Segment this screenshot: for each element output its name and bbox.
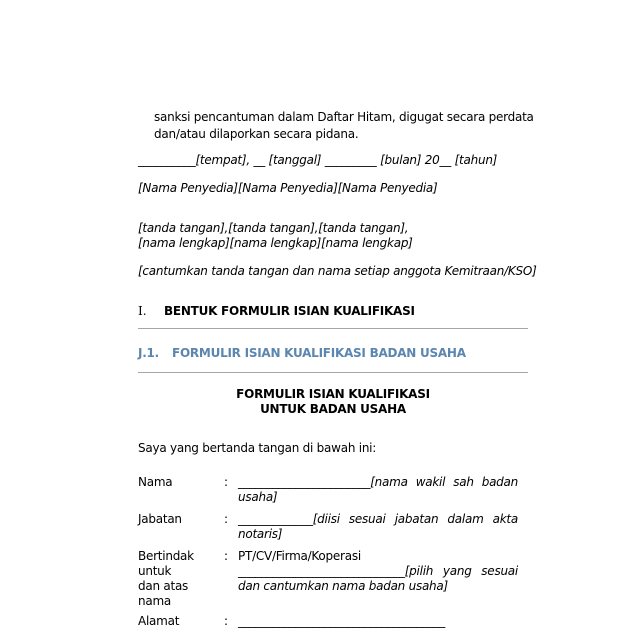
kso-note: [cantumkan tanda tangan dan nama setiap anggota Kemitraan/KSO] <box>138 264 537 278</box>
field-value-nama: _______________________[nama wakil sah badan <box>238 475 518 489</box>
field-label-bertindak-2: untuk <box>138 564 172 578</box>
section-j1-divider <box>138 372 528 373</box>
section-i-title: BENTUK FORMULIR ISIAN KUALIFIKASI <box>164 304 415 318</box>
form-title-line-2: UNTUK BADAN USAHA <box>260 402 406 416</box>
field-value-alamat: ____________________________________ <box>238 614 445 628</box>
field-value-bertindak-cont-2: dan cantumkan nama badan usaha] <box>238 579 448 593</box>
preamble-line-2: dan/atau dilaporkan secara pidana. <box>154 127 359 141</box>
field-value-bertindak: PT/CV/Firma/Koperasi <box>238 549 361 563</box>
field-label-alamat: Alamat <box>138 614 180 628</box>
field-value-jabatan: _____________[diisi sesuai jabatan dalam akta <box>238 512 518 526</box>
field-label-jabatan: Jabatan <box>138 512 182 526</box>
field-label-bertindak-4: nama <box>138 594 172 608</box>
field-label-nama: Nama <box>138 475 173 489</box>
field-colon-alamat: : <box>224 614 229 628</box>
section-j1-number: J.1. <box>138 346 159 360</box>
field-value-bertindak-cont: _____________________________[pilih yang sesuai <box>238 564 518 578</box>
full-names-line: [nama lengkap][nama lengkap][nama lengkap] <box>138 236 413 250</box>
provider-names-line: [Nama Penyedia][Nama Penyedia][Nama Penyedia] <box>138 181 438 195</box>
preamble-line-1: sanksi pencantuman dalam Daftar Hitam, digugat secara perdata <box>154 110 534 124</box>
field-colon-bertindak: : <box>224 549 229 563</box>
section-j1-title: FORMULIR ISIAN KUALIFIKASI BADAN USAHA <box>172 346 466 360</box>
field-colon-nama: : <box>224 475 229 489</box>
field-label-bertindak-1: Bertindak <box>138 549 194 563</box>
field-label-bertindak-3: dan atas <box>138 579 189 593</box>
section-i-number: I. <box>138 304 147 318</box>
section-i-divider <box>138 328 528 329</box>
form-title-line-1: FORMULIR ISIAN KUALIFIKASI <box>236 387 430 401</box>
signatures-line: [tanda tangan],[tanda tangan],[tanda tangan], <box>138 221 409 235</box>
place-date-line: __________[tempat], __ [tanggal] _________ [bulan] 20__ [tahun] <box>138 153 498 167</box>
field-colon-jabatan: : <box>224 512 229 526</box>
field-value-nama-cont: usaha] <box>238 490 278 504</box>
form-intro: Saya yang bertanda tangan di bawah ini: <box>138 441 377 455</box>
field-value-jabatan-cont: notaris] <box>238 527 283 541</box>
